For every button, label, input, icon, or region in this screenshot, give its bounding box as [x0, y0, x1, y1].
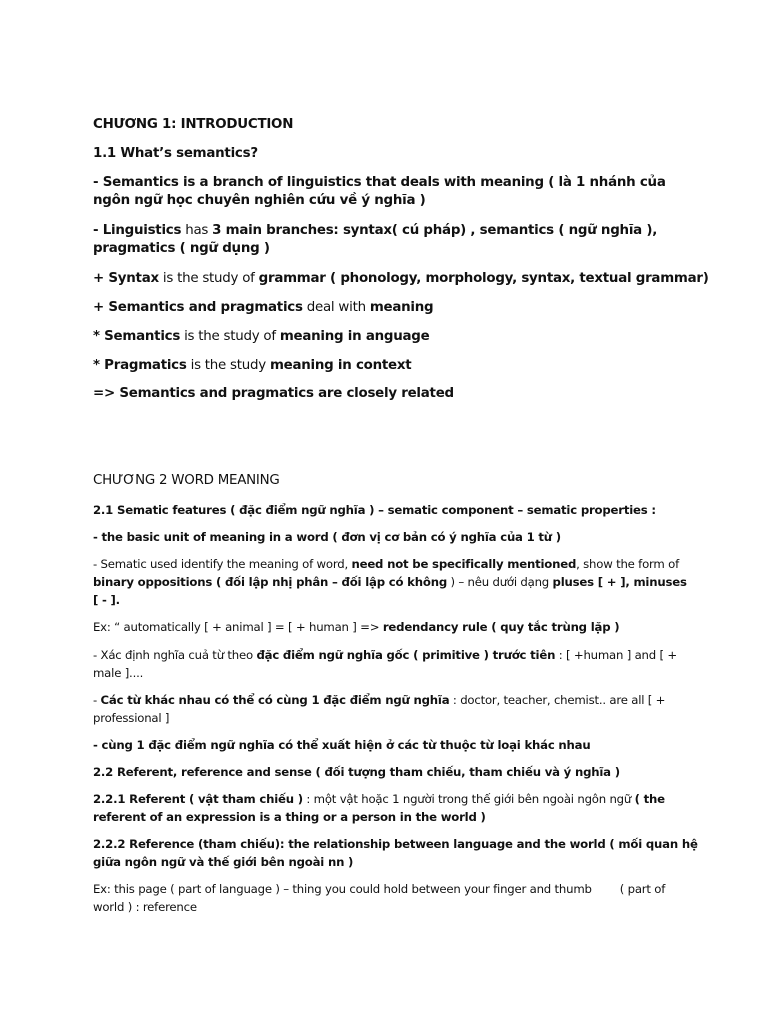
paragraph-linguistics-branches: - Linguistics has 3 main branches: syntax( cú pháp) , semantics ( ngữ nghĩa ), pragmatics ( ngữ dụng ): [93, 223, 658, 256]
paragraph-shared-feature-2: professional ]: [93, 711, 170, 725]
paragraph-semantics-study: * Semantics is the study of meaning in anguage: [93, 329, 430, 344]
paragraph-semantics-pragmatics: + Semantics and pragmatics deal with meaning: [93, 300, 434, 315]
paragraph-sematic-used-2: binary oppositions ( đối lập nhị phân – đối lập có không ) – nêu dưới dạng pluses [ + ], minuses: [93, 575, 687, 589]
section-2-2-2-line-2: giữa ngôn ngữ và thế giới bên ngoài nn ): [93, 855, 354, 869]
paragraph-semantics-definition: - Semantics is a branch of linguistics that deals with meaning ( là 1 nhánh của ngôn ngữ học chuyên nghiên cứu về ý nghĩa ): [93, 175, 666, 208]
section-1-1-heading: 1.1 What’s semantics?: [93, 146, 258, 161]
section-2-1-heading: 2.1 Sematic features ( đặc điểm ngữ nghĩa ) – sematic component – sematic properties :: [93, 503, 656, 517]
section-2-2-1-line-2: referent of an expression is a thing or a person in the world ): [93, 810, 486, 824]
paragraph-word-class: - cùng 1 đặc điểm ngữ nghĩa có thể xuất hiện ở các từ thuộc từ loại khác nhau: [93, 738, 591, 752]
paragraph-sematic-used-1: - Sematic used identify the meaning of word, need not be specifically mentioned, show the form of: [93, 557, 680, 571]
paragraph-syntax: + Syntax is the study of grammar ( phonology, morphology, syntax, textual grammar): [93, 271, 709, 286]
paragraph-basic-unit: - the basic unit of meaning in a word ( đơn vị cơ bản có ý nghĩa của 1 từ ): [93, 530, 561, 544]
section-2-2-2-line-1: 2.2.2 Reference (tham chiếu): the relationship between language and the world ( mối quan hệ: [93, 837, 698, 851]
section-2-2-heading: 2.2 Referent, reference and sense ( đối tượng tham chiếu, tham chiếu và ý nghĩa ): [93, 765, 620, 779]
example-reference-line-1: Ex: this page ( part of language ) – thing you could hold between your finger and thumb ( part of: [93, 882, 666, 896]
paragraph-sematic-used-3: [ - ].: [93, 593, 120, 607]
paragraph-closely-related: => Semantics and pragmatics are closely related: [93, 386, 454, 401]
paragraph-pragmatics-study: * Pragmatics is the study meaning in context: [93, 358, 412, 373]
section-2-2-1-line-1: 2.2.1 Referent ( vật tham chiếu ) : một vật hoặc 1 người trong thế giới bên ngoài ngôn ngữ ( the: [93, 792, 665, 806]
chapter-1-heading: CHƯƠNG 1: INTRODUCTION: [93, 117, 294, 132]
paragraph-shared-feature-1: - Các từ khác nhau có thể có cùng 1 đặc điểm ngữ nghĩa : doctor, teacher, chemist.. are all [ +: [93, 693, 666, 707]
chapter-2-heading: CHƯƠNG 2 WORD MEANING: [93, 473, 280, 488]
paragraph-primitive-1: - Xác định nghĩa cuả từ theo đặc điểm ngữ nghĩa gốc ( primitive ) trước tiên : [ +human ] and [ +: [93, 648, 677, 662]
example-reference-line-2: world ) : reference: [93, 900, 197, 914]
paragraph-primitive-2: male ]....: [93, 666, 144, 680]
paragraph-example-redundancy: Ex: “ automatically [ + animal ] = [ + human ] => redendancy rule ( quy tắc trùng lặp ): [93, 620, 620, 634]
